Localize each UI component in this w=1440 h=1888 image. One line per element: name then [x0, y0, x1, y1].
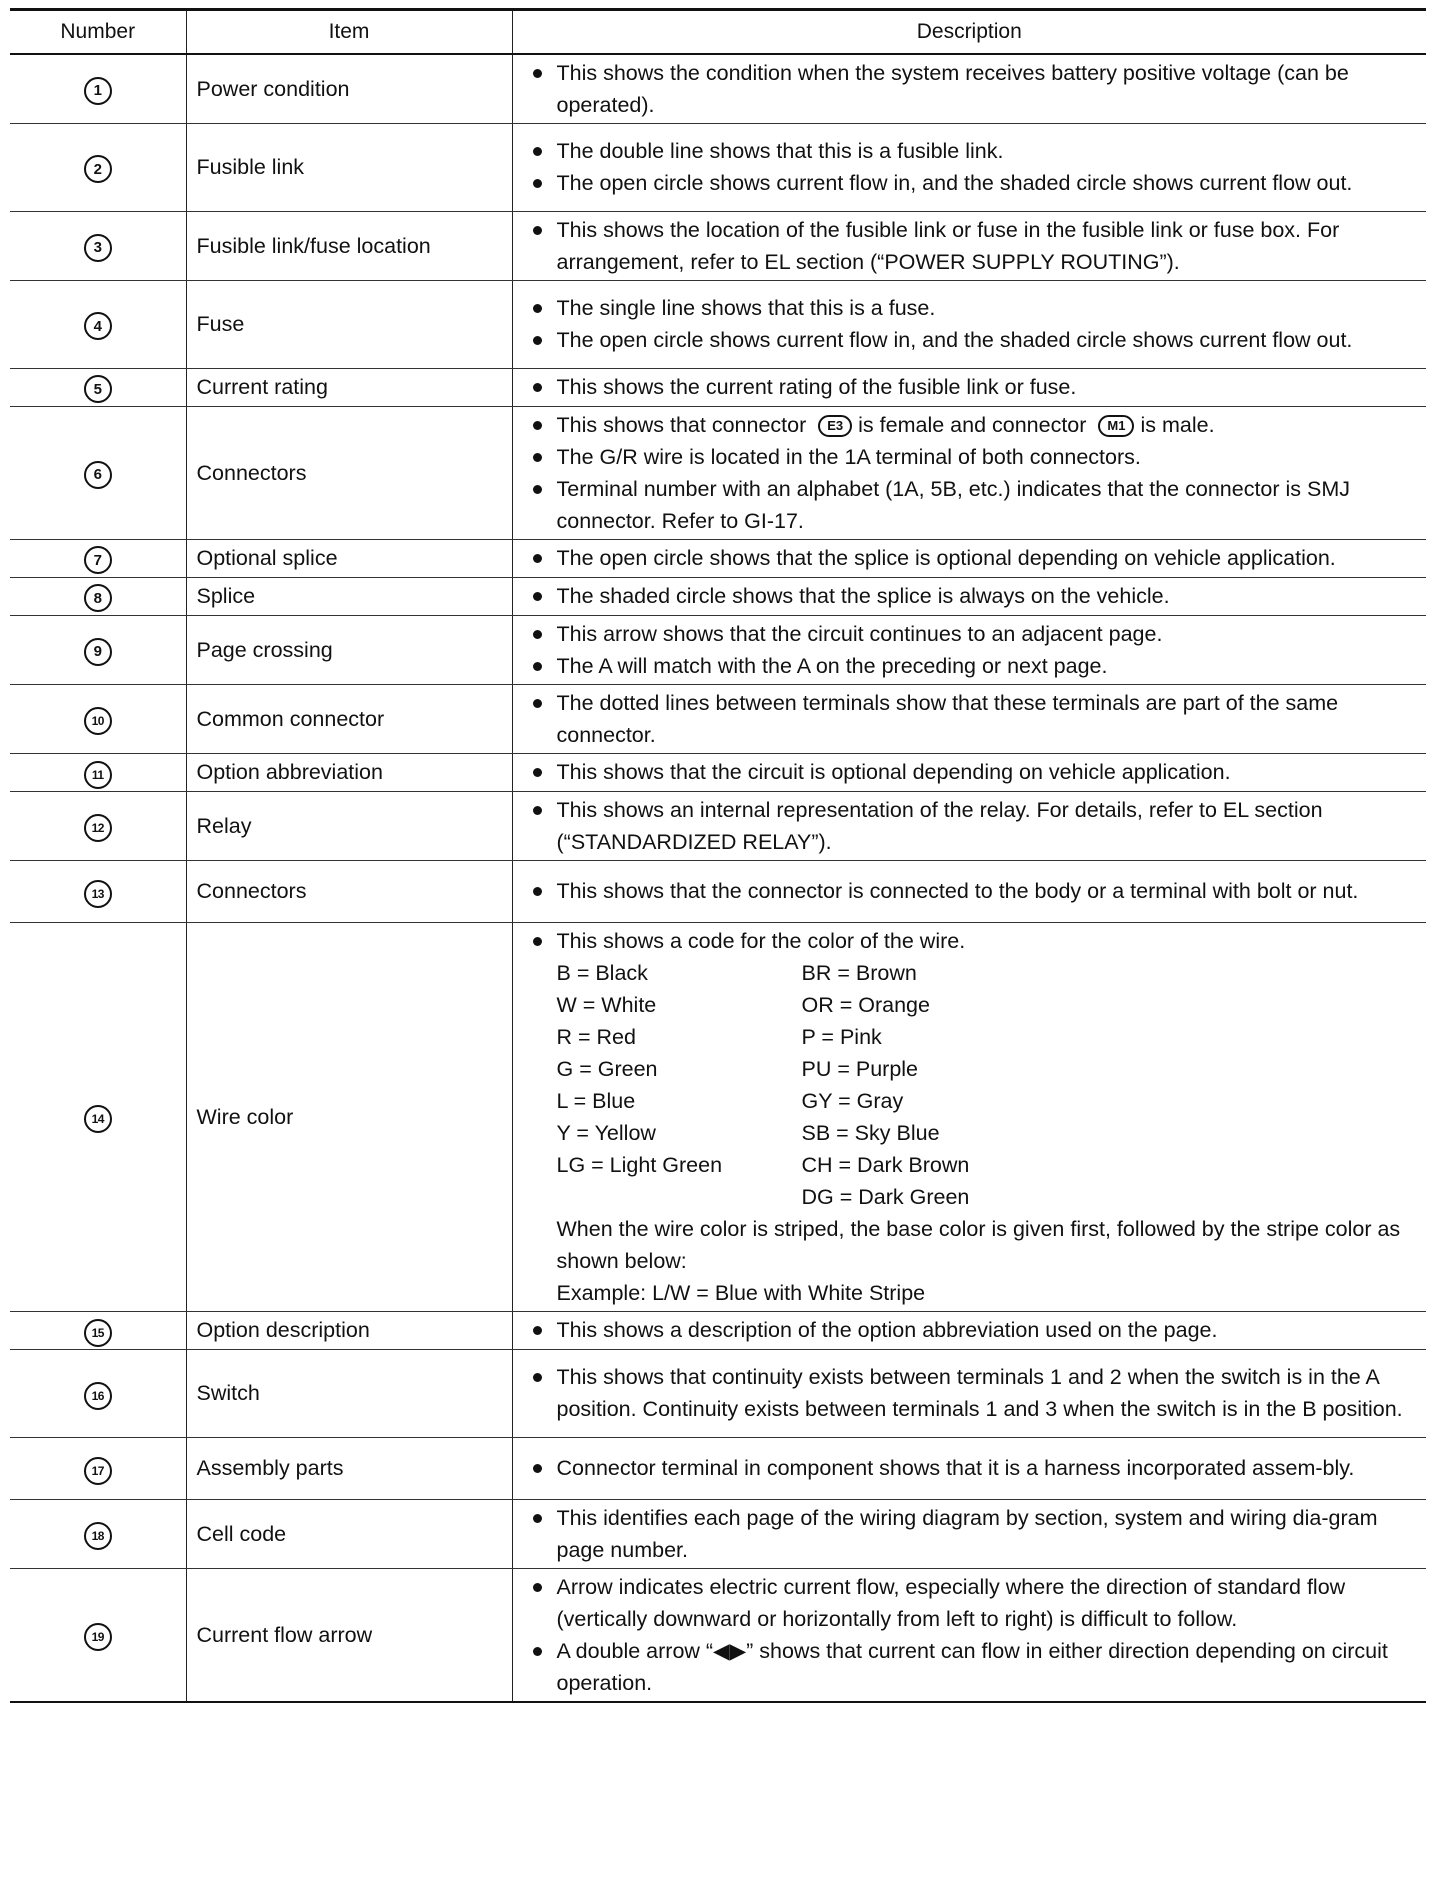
circled-number: 2	[84, 155, 112, 183]
item-cell: Switch	[186, 1349, 512, 1437]
legend-table-container	[10, 8, 1426, 1703]
item-cell: Fusible link/fuse location	[186, 211, 512, 280]
description-cell	[512, 123, 1426, 211]
item-cell: Assembly parts	[186, 1437, 512, 1499]
circled-number: 3	[84, 234, 112, 262]
circled-number: 12	[84, 814, 112, 842]
item-cell: Common connector	[186, 684, 512, 753]
connector-symbol: M1	[1098, 415, 1134, 437]
number-cell	[10, 1311, 186, 1349]
color-code: GY = Gray	[801, 1088, 904, 1113]
description-cell	[512, 753, 1426, 791]
description-cell	[512, 1349, 1426, 1437]
number-cell	[10, 753, 186, 791]
description-cell	[512, 1568, 1426, 1702]
table-row	[10, 1437, 1426, 1499]
table-row	[10, 577, 1426, 615]
table-row	[10, 791, 1426, 860]
circled-number: 8	[84, 584, 112, 612]
number-cell	[10, 54, 186, 124]
number-cell	[10, 280, 186, 368]
table-header-row	[10, 10, 1426, 54]
table-row	[10, 539, 1426, 577]
number-cell	[10, 922, 186, 1311]
circled-number: 17	[84, 1457, 112, 1485]
number-cell	[10, 1568, 186, 1702]
color-code: BR = Brown	[801, 960, 917, 985]
wire-color-codes	[527, 957, 1417, 1213]
bullet-item: The open circle shows that the splice is optional depending on vehicle application.	[527, 542, 1417, 574]
bullet-text-part: This shows that connector	[556, 412, 807, 437]
table-row	[10, 615, 1426, 684]
number-cell	[10, 211, 186, 280]
bullet-item: The A will match with the A on the preceding or next page.	[527, 650, 1417, 682]
table-row	[10, 280, 1426, 368]
item-cell: Connectors	[186, 860, 512, 922]
circled-number: 4	[84, 312, 112, 340]
table-row	[10, 211, 1426, 280]
number-cell	[10, 577, 186, 615]
bullet-item: This shows an internal representation of the relay. For details, refer to EL section (“STANDARDIZED RELAY”).	[527, 794, 1417, 858]
table-row	[10, 1568, 1426, 1702]
color-code: W = White	[556, 992, 657, 1017]
color-code: SB = Sky Blue	[801, 1120, 940, 1145]
table-row	[10, 753, 1426, 791]
item-cell: Current flow arrow	[186, 1568, 512, 1702]
color-code: DG = Dark Green	[801, 1184, 970, 1209]
item-cell: Fusible link	[186, 123, 512, 211]
description-cell	[512, 615, 1426, 684]
bullet-item: The double line shows that this is a fusible link.	[527, 135, 1417, 167]
bullet-text-part: is female and connector	[858, 412, 1087, 437]
item-cell: Current rating	[186, 368, 512, 406]
color-code: L = Blue	[556, 1088, 636, 1113]
table-row	[10, 860, 1426, 922]
circled-number: 13	[84, 880, 112, 908]
bullet-item	[527, 409, 1417, 441]
header-number: Number	[10, 10, 186, 54]
description-cell	[512, 1437, 1426, 1499]
description-cell	[512, 577, 1426, 615]
bullet-item: This shows that the connector is connected to the body or a terminal with bolt or nut.	[527, 875, 1417, 907]
stripe-example: Example: L/W = Blue with White Stripe	[556, 1280, 926, 1305]
color-code: LG = Light Green	[556, 1152, 723, 1177]
header-item: Item	[186, 10, 512, 54]
table-row	[10, 54, 1426, 124]
table-row	[10, 368, 1426, 406]
bullet-item: This shows that the circuit is optional depending on vehicle application.	[527, 756, 1417, 788]
bullet-item: This arrow shows that the circuit continues to an adjacent page.	[527, 618, 1417, 650]
bullet-item: A double arrow “◀▶” shows that current can flow in either direction depending on circuit operation.	[527, 1635, 1417, 1699]
circled-number: 9	[84, 638, 112, 666]
description-cell	[512, 280, 1426, 368]
description-cell	[512, 539, 1426, 577]
bullet-item: The shaded circle shows that the splice is always on the vehicle.	[527, 580, 1417, 612]
description-cell	[512, 54, 1426, 124]
description-cell	[512, 1311, 1426, 1349]
bullet-item: The G/R wire is located in the 1A terminal of both connectors.	[527, 441, 1417, 473]
description-cell	[512, 684, 1426, 753]
legend-table	[10, 8, 1426, 1703]
bullet-item: This shows the condition when the system receives battery positive voltage (can be operated).	[527, 57, 1417, 121]
description-cell	[512, 211, 1426, 280]
table-row	[10, 123, 1426, 211]
stripe-note: When the wire color is striped, the base color is given first, followed by the stripe color as shown below:	[556, 1216, 1401, 1273]
circled-number: 1	[84, 77, 112, 105]
number-cell	[10, 368, 186, 406]
item-cell: Connectors	[186, 406, 512, 539]
table-row	[10, 1349, 1426, 1437]
color-code: PU = Purple	[801, 1056, 919, 1081]
color-code: Y = Yellow	[556, 1120, 656, 1145]
bullet-item: The open circle shows current flow in, and the shaded circle shows current flow out.	[527, 167, 1417, 199]
item-cell: Option abbreviation	[186, 753, 512, 791]
bullet-item: Arrow indicates electric current flow, especially where the direction of standard flow (vertically downward or horizontally from left to right) is difficult to follow.	[527, 1571, 1417, 1635]
item-cell: Relay	[186, 791, 512, 860]
bullet-item: The open circle shows current flow in, and the shaded circle shows current flow out.	[527, 324, 1417, 356]
description-cell	[512, 406, 1426, 539]
color-code: R = Red	[556, 1024, 636, 1049]
table-row	[10, 1311, 1426, 1349]
item-cell: Optional splice	[186, 539, 512, 577]
table-row	[10, 406, 1426, 539]
description-cell	[512, 922, 1426, 1311]
color-code: CH = Dark Brown	[801, 1152, 970, 1177]
item-cell: Page crossing	[186, 615, 512, 684]
number-cell	[10, 615, 186, 684]
circled-number: 16	[84, 1382, 112, 1410]
description-cell	[512, 368, 1426, 406]
circled-number: 6	[84, 461, 112, 489]
number-cell	[10, 1499, 186, 1568]
item-cell: Cell code	[186, 1499, 512, 1568]
item-cell: Wire color	[186, 922, 512, 1311]
bullet-item: This shows the location of the fusible link or fuse in the fusible link or fuse box. For arrangement, refer to EL section (“POWER SUPPLY ROUTING”).	[527, 214, 1417, 278]
item-cell: Splice	[186, 577, 512, 615]
bullet-item: The single line shows that this is a fuse.	[527, 292, 1417, 324]
bullet-item: This shows a description of the option abbreviation used on the page.	[527, 1314, 1417, 1346]
number-cell	[10, 860, 186, 922]
color-code: B = Black	[556, 960, 648, 985]
item-cell: Fuse	[186, 280, 512, 368]
circled-number: 15	[84, 1319, 112, 1347]
bullet-item: This shows a code for the color of the wire.	[527, 925, 1417, 957]
connector-symbol: E3	[818, 415, 852, 437]
description-cell	[512, 791, 1426, 860]
bullet-item: This shows the current rating of the fusible link or fuse.	[527, 371, 1417, 403]
bullet-item: This identifies each page of the wiring diagram by section, system and wiring dia-gram page number.	[527, 1502, 1417, 1566]
number-cell	[10, 1349, 186, 1437]
item-cell: Power condition	[186, 54, 512, 124]
bullet-text-part: is male.	[1140, 412, 1215, 437]
bullet-item: Connector terminal in component shows that it is a harness incorporated assem-bly.	[527, 1452, 1417, 1484]
bullet-item: This shows that continuity exists between terminals 1 and 2 when the switch is in the A position. Continuity exists between terminals 1 and 3 when the switch is in the B position.	[527, 1361, 1417, 1425]
circled-number: 18	[84, 1522, 112, 1550]
circled-number: 19	[84, 1623, 112, 1651]
table-row	[10, 922, 1426, 1311]
table-row	[10, 684, 1426, 753]
number-cell	[10, 791, 186, 860]
circled-number: 5	[84, 375, 112, 403]
color-code: G = Green	[556, 1056, 658, 1081]
description-cell	[512, 860, 1426, 922]
description-cell	[512, 1499, 1426, 1568]
color-code	[557, 1181, 802, 1213]
color-code: P = Pink	[801, 1024, 882, 1049]
number-cell	[10, 1437, 186, 1499]
item-cell: Option description	[186, 1311, 512, 1349]
table-row	[10, 1499, 1426, 1568]
circled-number: 14	[84, 1105, 112, 1133]
bullet-item: The dotted lines between terminals show that these terminals are part of the same connector.	[527, 687, 1417, 751]
circled-number: 11	[84, 761, 112, 789]
header-description: Description	[512, 10, 1426, 54]
number-cell	[10, 123, 186, 211]
circled-number: 10	[84, 707, 112, 735]
bullet-item: Terminal number with an alphabet (1A, 5B, etc.) indicates that the connector is SMJ connector. Refer to GI-17.	[527, 473, 1417, 537]
number-cell	[10, 539, 186, 577]
number-cell	[10, 684, 186, 753]
color-code: OR = Orange	[801, 992, 930, 1017]
number-cell	[10, 406, 186, 539]
circled-number: 7	[84, 546, 112, 574]
